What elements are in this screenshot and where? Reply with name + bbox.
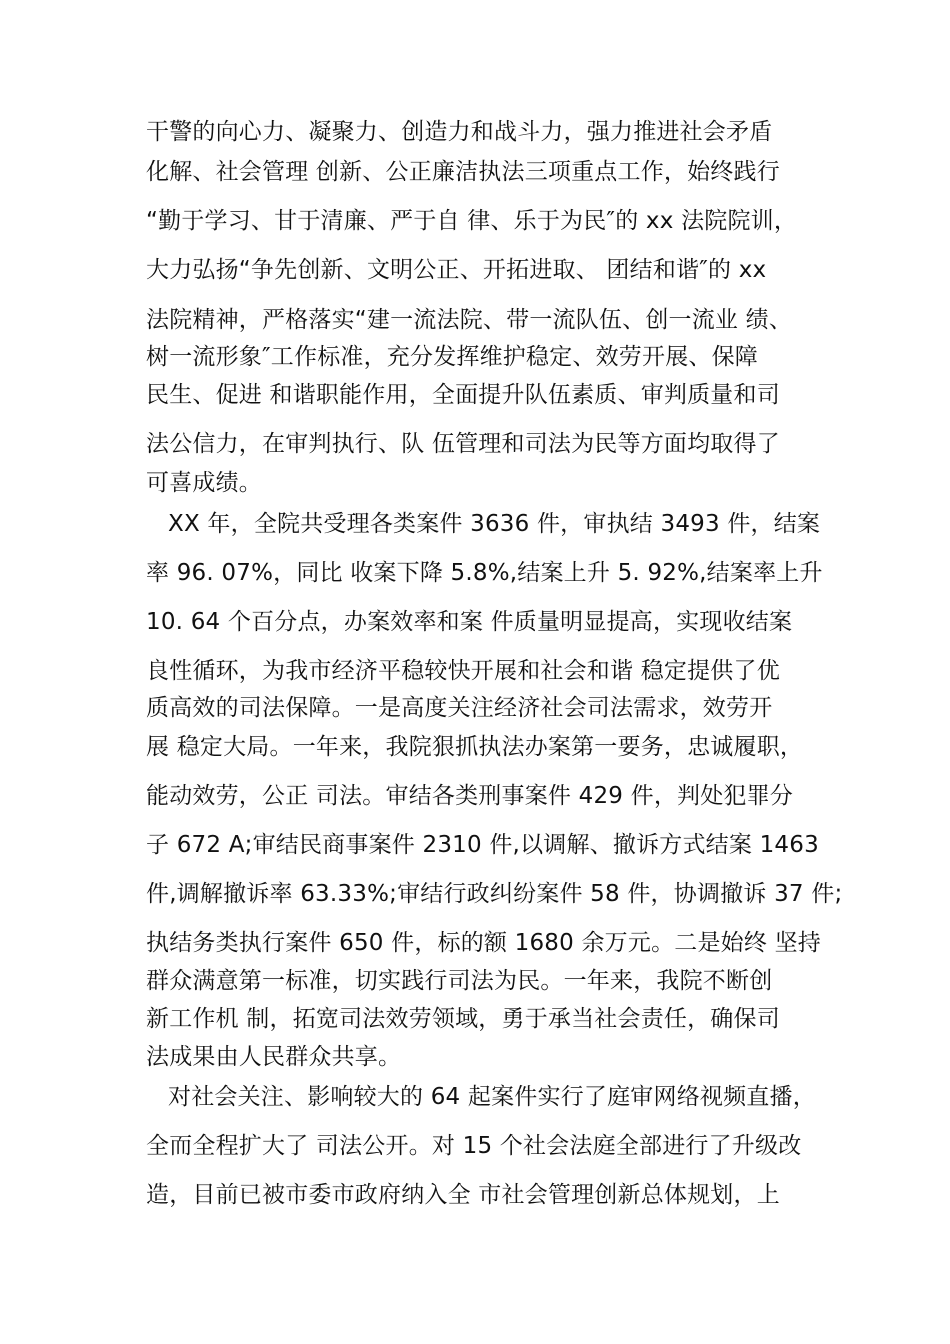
text-line: XX 年，全院共受理各类案件 3636 件，审执结 3493 件，结案 (168, 511, 821, 537)
text-line: 树一流形象″工作标准，充分发挥维护稳定、效劳开展、保障 (146, 344, 758, 370)
text-line: 化解、社会管理 创新、公正廉洁执法三项重点工作，始终践行 (146, 159, 780, 185)
text-line: 展 稳定大局。一年来，我院狠抓执法办案第一要务，忠诚履职， (146, 734, 804, 760)
text-line: 良性循环，为我市经济平稳较快开展和社会和谐 稳定提供了优 (146, 658, 780, 684)
text-line: 新工作机 制，拓宽司法效劳领域，勇于承当社会责任，确保司 (146, 1006, 780, 1032)
text-line: 法公信力，在审判执行、队 伍管理和司法为民等方面均取得了 (146, 431, 780, 457)
text-line: 质高效的司法保障。一是高度关注经济社会司法需求，效劳开 (146, 695, 773, 721)
text-line: 件,调解撤诉率 63.33%;审结行政纠纷案件 58 件，协调撤诉 37 件; (146, 881, 843, 907)
text-line: 对社会关注、影响较大的 64 起案件实行了庭审网络视频直播， (168, 1084, 816, 1110)
text-line: 全而全程扩大了 司法公开。对 15 个社会法庭全部进行了升级改 (146, 1133, 802, 1159)
text-line: 造，目前已被市委市政府纳入全 市社会管理创新总体规划，上 (146, 1182, 780, 1208)
text-line: 群众满意第一标准，切实践行司法为民。一年来，我院不断创 (146, 968, 773, 994)
text-line: 10. 64 个百分点，办案效率和案 件质量明显提高，实现收结案 (146, 609, 793, 635)
text-line: 法院精神，严格落实“建一流法院、带一流队伍、创一流业 绩、 (146, 307, 793, 333)
text-line: 执结务类执行案件 650 件，标的额 1680 余万元。二是始终 坚持 (146, 930, 821, 956)
text-line: 民生、促进 和谐职能作用，全面提升队伍素质、审判质量和司 (146, 382, 780, 408)
text-line: 干警的向心力、凝聚力、创造力和战斗力，强力推进社会矛盾 (146, 119, 773, 145)
text-line: 能动效劳，公正 司法。审结各类刑事案件 429 件，判处犯罪分 (146, 783, 794, 809)
text-line: “勤于学习、甘于清廉、严于自 律、乐于为民″的 xx 法院院训， (146, 208, 798, 234)
text-line: 子 672 A;审结民商事案件 2310 件,以调解、撤诉方式结案 1463 (146, 832, 819, 858)
text-line: 大力弘扬“争先创新、文明公正、开拓进取、 团结和谐″的 xx (146, 257, 767, 283)
text-line: 可喜成绩。 (146, 470, 262, 496)
text-line: 法成果由人民群众共享。 (146, 1044, 402, 1070)
text-line: 率 96. 07%，同比 收案下降 5.8%,结案上升 5. 92%,结案率上升 (146, 560, 823, 586)
